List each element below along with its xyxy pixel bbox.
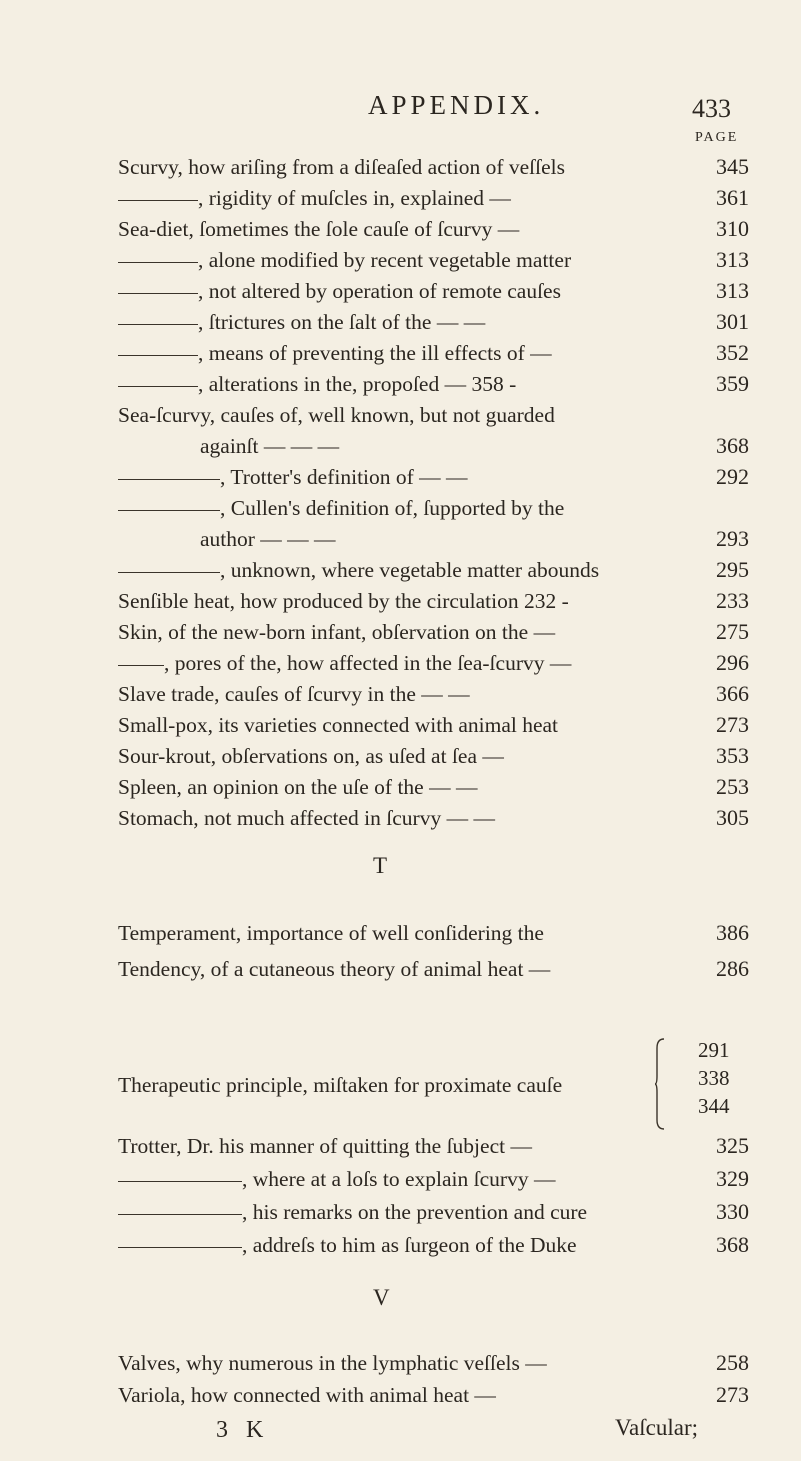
index-entry: Valves, why numerous in the lymphatic veſſels — 258	[118, 1350, 749, 1375]
index-entry: , alterations in the, propoſed — 358 - 359	[118, 369, 718, 399]
index-entry: Skin, of the new-born infant, obſervation on the — 275	[118, 619, 749, 644]
index-entry: Slave trade, cauſes of ſcurvy in the — — 366	[118, 681, 749, 706]
page-column-heading: PAGE	[695, 130, 739, 145]
index-entry: , not altered by operation of remote cauſes 313	[118, 276, 718, 306]
index-entry: Tendency, of a cutaneous theory of animal heat — 286	[118, 956, 749, 981]
index-entry: Sea-diet, ſometimes the ſole cauſe of ſcurvy — 310	[118, 216, 749, 241]
signature-mark: 3 K	[216, 1417, 270, 1443]
index-entry: Sea-ſcurvy, cauſes of, well known, but not guarded	[118, 403, 555, 427]
index-entry: , alone modified by recent vegetable matter 313	[118, 245, 718, 275]
running-head: APPENDIX.	[368, 90, 545, 120]
section-letter-t: T	[373, 853, 388, 878]
index-entry: , Cullen's definition of, ſupported by the	[118, 493, 718, 523]
catchword: Vaſcular;	[615, 1415, 699, 1440]
index-entry: Stomach, not much affected in ſcurvy — — 305	[118, 805, 749, 830]
index-entry: Trotter, Dr. his manner of quitting the ſubject — 325	[118, 1133, 749, 1158]
index-entry: Scurvy, how ariſing from a diſeaſed action of veſſels 345	[118, 154, 749, 179]
index-entry: , unknown, where vegetable matter abounds 295	[118, 555, 718, 585]
index-entry: , rigidity of muſcles in, explained — 361	[118, 183, 718, 213]
index-entry: , Trotter's definition of — — 292	[118, 462, 718, 492]
index-entry: , pores of the, how affected in the ſea-ſcurvy — 296	[118, 648, 718, 678]
index-entry: againſt — — — 368	[200, 433, 749, 458]
index-entry: , his remarks on the prevention and cure 330	[118, 1197, 718, 1227]
index-entry: Temperament, importance of well conſidering the 386	[118, 920, 749, 945]
index-entry: , where at a loſs to explain ſcurvy — 329	[118, 1164, 718, 1194]
section-letter-v: V	[373, 1285, 390, 1310]
index-entry: , ſtrictures on the ſalt of the — — 301	[118, 307, 718, 337]
index-entry: , means of preventing the ill effects of — 352	[118, 338, 718, 368]
index-entry: Senſible heat, how produced by the circulation 232 - 233	[118, 588, 749, 613]
page-number: 433	[692, 94, 731, 123]
index-entry: Spleen, an opinion on the uſe of the — — 253	[118, 774, 749, 799]
index-entry: author — — — 293	[200, 526, 749, 551]
index-entry: Variola, how connected with animal heat — 273	[118, 1382, 749, 1407]
curly-brace	[655, 1038, 665, 1130]
index-entry: , addreſs to him as ſurgeon of the Duke 368	[118, 1230, 718, 1260]
therapeutic-page-list: 291 338 344	[698, 1038, 730, 1118]
index-entry: Therapeutic principle, miſtaken for proximate cauſe	[118, 1073, 563, 1097]
index-entry: Sour-krout, obſervations on, as uſed at ſea — 353	[118, 743, 749, 768]
index-entry: Small-pox, its varieties connected with animal heat 273	[118, 712, 749, 737]
